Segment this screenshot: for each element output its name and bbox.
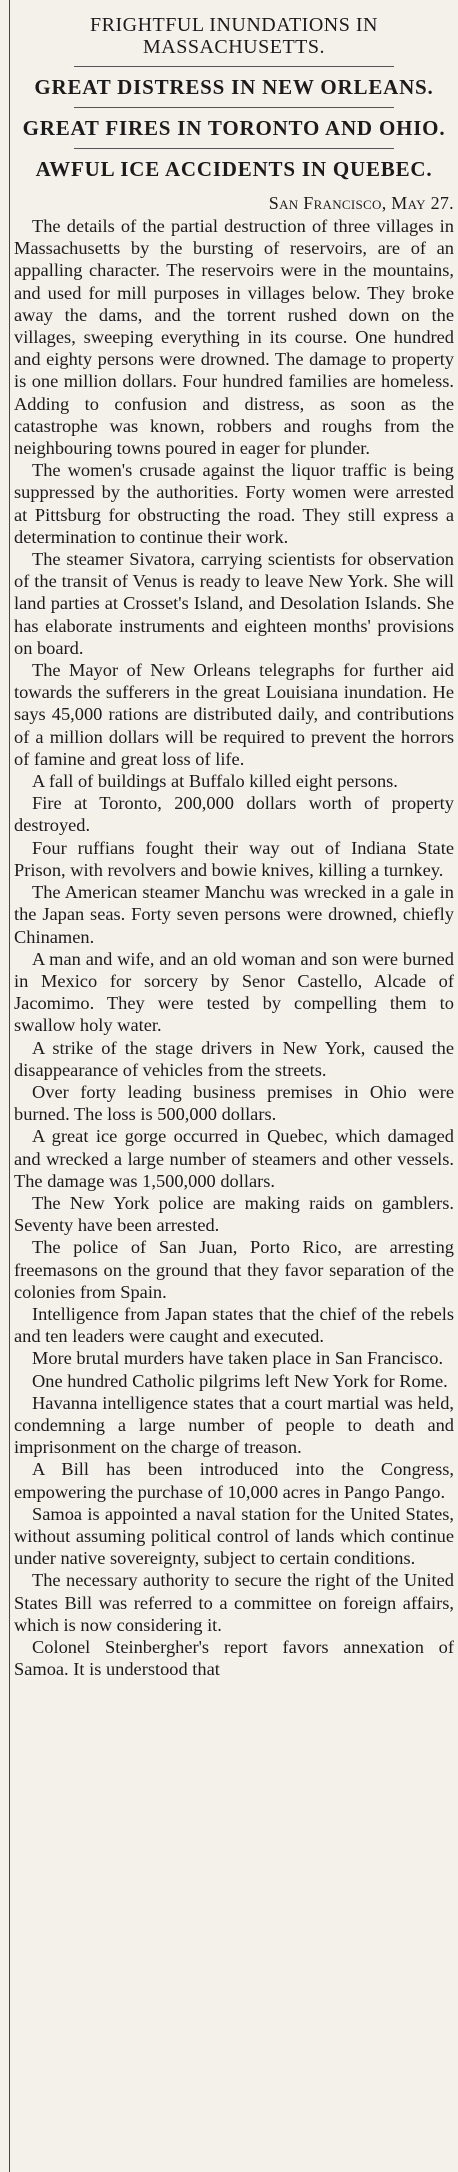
paragraph: Four ruffians fought their way out of Indiana State Prison, with revolvers and bowie knives, killing a turnkey.	[14, 837, 454, 880]
paragraph: The women's crusade against the liquor traffic is being suppressed by the authorities. Forty women were arrested at Pittsburg for obstructing the road. They still express a determination to continue their work.	[14, 460, 454, 547]
paragraph: Samoa is appointed a naval station for the United States, without assuming political control of lands which continue under native sovereignty, subject to certain conditions.	[14, 1503, 454, 1569]
paragraph: A strike of the stage drivers in New York, caused the disappearance of vehicles from the streets.	[14, 1037, 454, 1080]
news-column	[14, 0, 454, 1680]
headline-divider	[74, 107, 394, 108]
headline-main: FRIGHTFUL INUNDATIONS IN MASSACHUSETTS.	[90, 14, 378, 58]
subheadline-quebec: AWFUL ICE ACCIDENTS IN QUEBEC.	[35, 157, 433, 181]
paragraph: The necessary authority to secure the right of the United States Bill was referred to a committee on foreign affairs, which is now considering it.	[14, 1570, 454, 1635]
paragraph: Fire at Toronto, 200,000 dollars worth of property destroyed.	[14, 793, 454, 836]
paragraph: More brutal murders have taken place in San Francisco.	[32, 1348, 444, 1369]
dateline: San Francisco, May 27.	[268, 193, 454, 213]
paragraph: The details of the partial destruction of three villages in Massachusetts by the bursting of reservoirs, are of an appalling character. The reservoirs were in the mountains, and used for mill purposes in villages below. They broke away the dams, and the torrent rushed down on the villages, sweeping everything in its course. One hundred and eighty persons were drowned. The damage to property is one million dollars. Four hundred families are homeless. Adding to confusion and distress, as soon as the catastrophe was known, robbers and roughs from the neighbouring towns poured in eager for plunder.	[14, 216, 454, 459]
paragraph: A man and wife, and an old woman and son were burned in Mexico for sorcery by Senor Castello, Alcade of Jacomimo. They were tested by compelling them to swallow holy water.	[14, 948, 454, 1036]
paragraph: One hundred Catholic pilgrims left New York for Rome.	[32, 1370, 448, 1391]
paragraph: Over forty leading business premises in Ohio were burned. The loss is 500,000 dollars.	[14, 1081, 454, 1125]
paragraph: A great ice gorge occurred in Quebec, which damaged and wrecked a large number of steamers and other vessels. The damage was 1,500,000 dollars.	[14, 1126, 454, 1191]
subheadline-toronto-ohio: GREAT FIRES IN TORONTO AND OHIO.	[22, 116, 446, 140]
headline-divider	[74, 66, 394, 67]
paragraph: The American steamer Manchu was wrecked in a gale in the Japan seas. Forty seven persons were drowned, chiefly Chinamen.	[14, 882, 454, 947]
paragraph: Intelligence from Japan states that the chief of the rebels and ten leaders were caught and executed.	[14, 1303, 454, 1347]
subheadline-new-orleans: GREAT DISTRESS IN NEW ORLEANS.	[34, 75, 434, 99]
paragraph: The steamer Sivatora, carrying scientists for observation of the transit of Venus is ready to leave New York. She will land parties at Crosset's Island, and Desolation Islands. She has elaborate instruments and eighteen months' provisions on board.	[14, 549, 454, 658]
paragraph: A fall of buildings at Buffalo killed eight persons.	[32, 771, 398, 792]
headline-divider	[74, 148, 394, 149]
paragraph: Havanna intelligence states that a court martial was held, condemning a large number of people to death and imprisonment on the charge of treason.	[14, 1392, 454, 1458]
paragraph: A Bill has been introduced into the Congress, empowering the purchase of 10,000 acres in Pango Pango.	[14, 1459, 454, 1502]
paragraph: The Mayor of New Orleans telegraphs for further aid towards the sufferers in the great Louisiana inundation. He says 45,000 rations are distributed daily, and contributions of a million dollars will be required to prevent the horrors of famine and great loss of life.	[14, 660, 454, 769]
article-body	[14, 215, 454, 1680]
paragraph: The New York police are making raids on gamblers. Seventy have been arrested.	[14, 1192, 454, 1236]
paragraph: Colonel Steinbergher's report favors annexation of Samoa. It is understood that	[14, 1637, 454, 1680]
paragraph: The police of San Juan, Porto Rico, are arresting freemasons on the ground that they favor separation of the colonies from Spain.	[14, 1237, 454, 1302]
column-rule	[9, 0, 10, 2172]
